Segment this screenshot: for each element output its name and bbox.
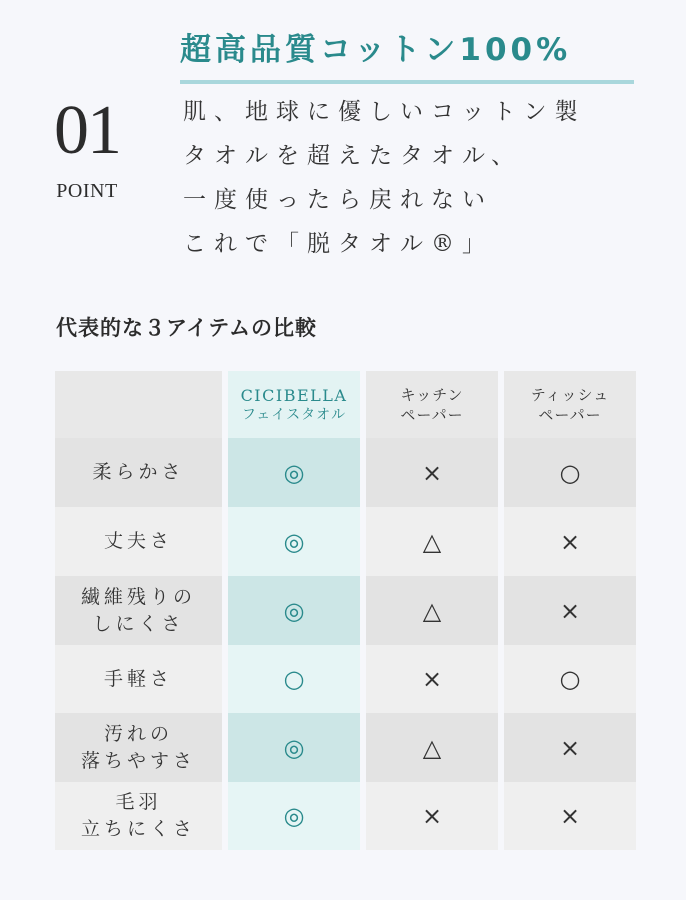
table-row-label [55, 782, 222, 850]
headline: 超高品質コットン100% [180, 32, 572, 68]
rating-mark: ◎ [283, 733, 305, 762]
comparison-title: 代表的な３アイテムの比較 [56, 316, 318, 340]
row-label-lint-resistance: 繊維残りの しにくさ [80, 585, 196, 635]
kitchen-paper-label: キッチン ペーパー [400, 385, 464, 424]
tissue-paper-label: ティッシュ ペーパー [530, 385, 610, 424]
rating-mark: △ [422, 733, 442, 762]
table-row-label [55, 507, 222, 576]
table-cell-kitchen [366, 438, 498, 507]
point-label: POINT [56, 180, 118, 202]
body-line: 一度使ったら戻れない [183, 187, 493, 213]
rating-mark: ○ [559, 665, 581, 693]
row-label-fluff-resistance: 毛羽 立ちにくさ [80, 791, 196, 840]
table-cell-tissue [504, 576, 636, 645]
table-row-label [55, 576, 222, 645]
table-cell-cicibella [228, 507, 360, 576]
table-cell-tissue [504, 507, 636, 576]
table-cell-tissue [504, 713, 636, 782]
row-label-convenience: 手軽さ [103, 667, 173, 690]
rating-mark: × [559, 802, 581, 830]
table-cell-kitchen [366, 507, 498, 576]
body-line: タオルを超えたタオル、 [183, 143, 523, 169]
cicibella-product-label: フェイスタオル [241, 406, 347, 423]
table-row-label [55, 645, 222, 713]
rating-mark: × [421, 458, 443, 487]
rating-mark: ○ [283, 665, 305, 693]
rating-mark: × [421, 802, 443, 830]
table-header-empty [55, 371, 222, 438]
table-cell-cicibella [228, 782, 360, 850]
rating-mark: × [559, 527, 581, 556]
body-line: これで「脱タオル®」 [183, 231, 493, 257]
table-header-cicibella [228, 371, 360, 438]
point-number: 01 [54, 92, 120, 169]
table-row-label [55, 438, 222, 507]
table-cell-kitchen [366, 713, 498, 782]
table-cell-cicibella [228, 713, 360, 782]
body-line: 肌、地球に優しいコットン製 [183, 99, 586, 125]
table-cell-kitchen [366, 645, 498, 713]
rating-mark: ◎ [283, 527, 305, 556]
body-copy [183, 90, 653, 266]
rating-mark: × [421, 665, 443, 693]
rating-mark: ◎ [283, 458, 305, 487]
row-label-stain-removal: 汚れの 落ちやすさ [80, 722, 196, 772]
table-cell-tissue [504, 438, 636, 507]
rating-mark: ○ [559, 458, 581, 487]
rating-mark: △ [422, 527, 442, 556]
table-row-label [55, 713, 222, 782]
row-label-softness: 柔らかさ [92, 461, 185, 483]
table-cell-tissue [504, 645, 636, 713]
table-header-tissue-paper [504, 371, 636, 438]
rating-mark: △ [422, 596, 442, 625]
table-cell-cicibella [228, 645, 360, 713]
cicibella-brand-label: CICIBELLA [240, 385, 348, 405]
rating-mark: × [559, 596, 581, 625]
table-cell-cicibella [228, 576, 360, 645]
rating-mark: × [559, 733, 581, 762]
table-cell-kitchen [366, 576, 498, 645]
table-cell-tissue [504, 782, 636, 850]
table-cell-cicibella [228, 438, 360, 507]
rating-mark: ◎ [283, 596, 305, 625]
rating-mark: ◎ [283, 802, 305, 830]
table-header-kitchen-paper [366, 371, 498, 438]
table-cell-kitchen [366, 782, 498, 850]
headline-underline [180, 80, 634, 84]
row-label-durability: 丈夫さ [103, 530, 173, 552]
